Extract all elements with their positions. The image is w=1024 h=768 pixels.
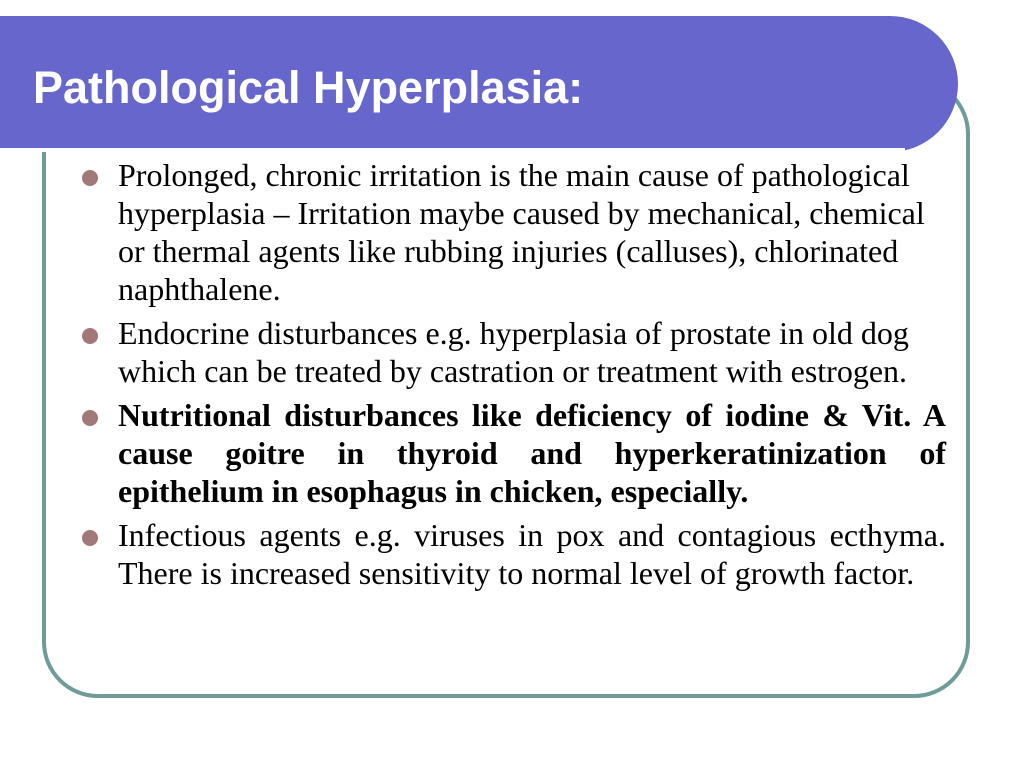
- title-banner: [0, 16, 958, 152]
- bullet-item-nutritional: [80, 396, 946, 510]
- bullet-item-irritation: [80, 156, 946, 308]
- bullet-text: Nutritional disturbances like deficiency of iodine & Vit. A cause goitre in thyroid and hyperkeratinization of epithelium in esophagus in chicken, especially.: [118, 397, 946, 509]
- bullet-text: Endocrine disturbances e.g. hyperplasia of prostate in old dog which can be treated by castration or treatment with estrogen.: [118, 315, 909, 389]
- title-underline: [0, 148, 905, 152]
- slide-title: Pathological Hyperplasia:: [33, 62, 584, 113]
- bullet-text: Prolonged, chronic irritation is the main cause of pathological hyperplasia – Irritation maybe caused by mechanical, chemical or thermal agents like rubbing injuries (calluses), chlorinated naphthalene.: [118, 157, 925, 307]
- bullet-text: Infectious agents e.g. viruses in pox and contagious ecthyma. There is increased sensitivity to normal level of growth factor.: [118, 517, 946, 591]
- bullet-item-endocrine: [80, 314, 946, 390]
- bullet-list: [80, 156, 946, 598]
- bullet-dot-icon: [82, 410, 98, 426]
- bullet-dot-icon: [82, 328, 98, 344]
- bullet-item-infectious: [80, 516, 946, 592]
- bullet-dot-icon: [82, 170, 98, 186]
- bullet-dot-icon: [82, 530, 98, 546]
